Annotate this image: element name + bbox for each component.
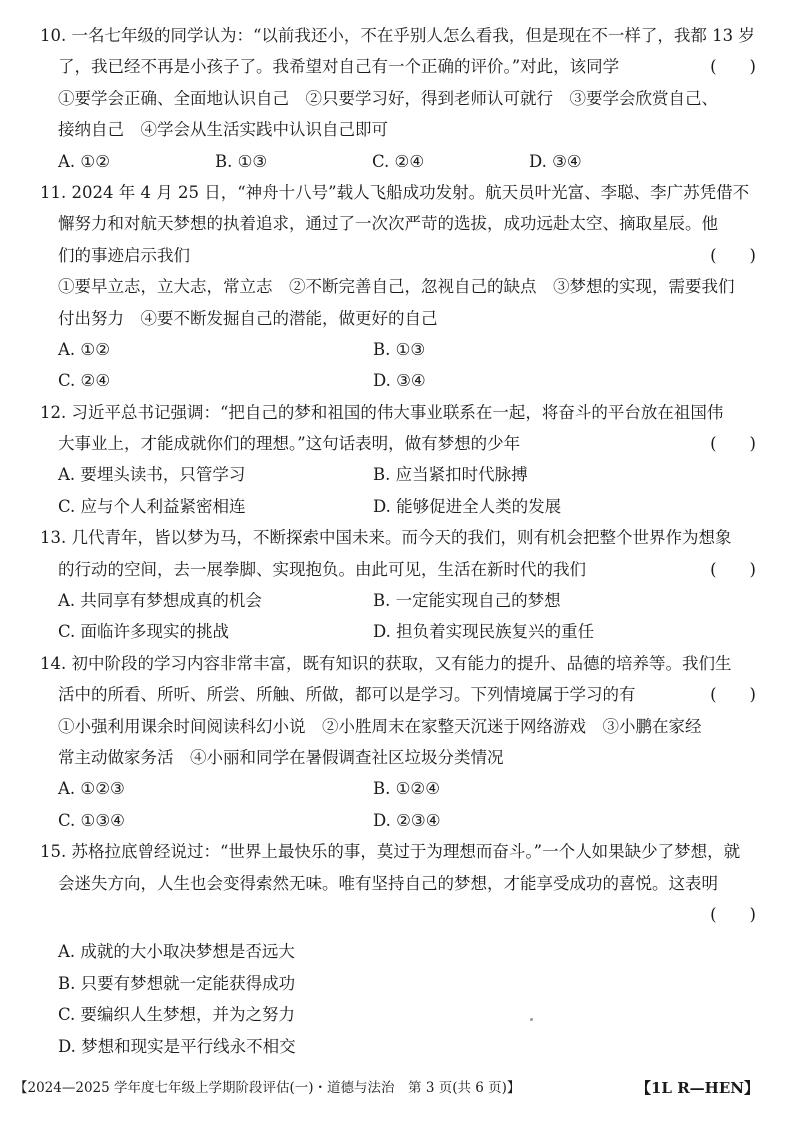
question-13-stem-line-2 [40, 554, 756, 585]
option-b: B. 一定能实现自己的梦想 [373, 591, 561, 611]
question-13-options-row-1 [40, 585, 756, 616]
question-10-options [40, 146, 756, 177]
option-c: C. ②④ [58, 371, 111, 391]
question-14-statements-line-2: 常主动做家务活 ④小丽和同学在暑假调查社区垃圾分类情况 [58, 747, 504, 767]
question-15 [40, 836, 756, 1062]
question-10-stem-line-2 [40, 51, 756, 82]
question-11-stem-line-3 [40, 240, 756, 271]
option-d: D. 能够促进全人类的发展 [373, 496, 562, 516]
answer-paren: ( ) [710, 434, 756, 454]
question-14-stem-line-1: 14. 初中阶段的学习内容非常丰富，既有知识的获取，又有能力的提升、品德的培养等。我们生 [40, 653, 732, 673]
option-a: A. ①②③ [58, 779, 125, 799]
option-b: B. ①③ [373, 339, 426, 359]
option-a: A. 成就的大小取决梦想是否远大 [58, 942, 295, 962]
option-c: C. 面临许多现实的挑战 [58, 622, 230, 642]
option-b: B. 只要有梦想就一定能获得成功 [58, 973, 296, 993]
answer-paren: ( ) [710, 685, 756, 705]
question-10-statements-line-2: 接纳自己 ④学会从生活实践中认识自己即可 [58, 120, 388, 140]
question-12 [40, 397, 756, 523]
exam-page [40, 20, 756, 1062]
stem-text: 了，我已经不再是小孩子了。我希望对自己有一个正确的评价。”对此，该同学 [58, 57, 620, 77]
option-c: C. 要编织人生梦想，并为之努力 [58, 1005, 296, 1025]
answer-paren: ( ) [710, 245, 756, 265]
option-d: D. ③④ [373, 371, 426, 391]
question-14-options-row-1 [40, 773, 756, 804]
question-11-statements-line-2: 付出努力 ④要不断发掘自己的潜能，做更好的自己 [58, 308, 438, 328]
scan-speck [530, 1018, 533, 1021]
footer-code: 【1L R—HEN】 [636, 1079, 759, 1097]
stem-text: 们的事迹启示我们 [58, 245, 190, 265]
question-11-statements-line-1: ①要早立志，立大志，常立志 ②不断完善自己，忽视自己的缺点 ③梦想的实现，需要我们 [58, 277, 735, 297]
question-15-paren-line [40, 899, 756, 930]
option-d: D. 梦想和现实是平行线永不相交 [58, 1036, 296, 1056]
question-10-stem-line-1: 10. 一名七年级的同学认为：“以前我还小，不在乎别人怎么看我，但是现在不一样了，我都 13 岁 [40, 26, 755, 45]
question-14-statements-line-1: ①小强利用课余时间阅读科幻小说 ②小胜周末在家整天沉迷于网络游戏 ③小鹏在家经 [58, 716, 702, 736]
option-d: D. ②③④ [373, 810, 441, 830]
question-12-options-row-1 [40, 459, 756, 490]
question-12-options-row-2 [40, 491, 756, 522]
question-15-stem-line-1: 15. 苏格拉底曾经说过：“世界上最快乐的事，莫过于为理想而奋斗。”一个人如果缺少了梦想，就 [40, 842, 741, 862]
option-c: C. ①③④ [58, 810, 125, 830]
question-13 [40, 522, 756, 648]
question-11-options-row-2 [40, 365, 756, 396]
option-b: B. ①③ [215, 151, 268, 171]
stem-text: 的行动的空间，去一展拳脚、实现抱负。由此可见，生活在新时代的我们 [58, 559, 586, 579]
option-c: C. ②④ [372, 151, 425, 171]
question-11-stem-line-2: 懈努力和对航天梦想的执着追求，通过了一次次严苛的选拔，成功远赴太空、摘取星辰。他 [58, 214, 718, 234]
footer-exam-info: 【2024—2025 学年度七年级上学期阶段评估(一)・道德与法治 第 3 页(共 6 页)】 [14, 1080, 521, 1096]
question-15-stem-line-2: 会迷失方向，人生也会变得索然无味。唯有坚持自己的梦想，才能享受成功的喜悦。这表明 [58, 873, 718, 893]
question-10 [40, 20, 756, 177]
option-a: A. ①② [58, 339, 110, 359]
question-11 [40, 177, 756, 397]
option-d: D. 担负着实现民族复兴的重任 [373, 622, 595, 642]
option-a: A. ①② [58, 151, 110, 171]
option-d: D. ③④ [529, 151, 582, 171]
question-10-statements-line-1: ①要学会正确、全面地认识自己 ②只要学习好，得到老师认可就行 ③要学会欣赏自己、 [58, 88, 718, 108]
question-13-options-row-2 [40, 616, 756, 647]
answer-paren: ( ) [710, 904, 756, 924]
option-c: C. 应与个人利益紧密相连 [58, 496, 246, 516]
option-b: B. ①②④ [373, 779, 440, 799]
question-14-options-row-2 [40, 805, 756, 836]
question-11-options-row-1 [40, 334, 756, 365]
answer-paren: ( ) [710, 57, 756, 77]
question-12-stem-line-1: 12. 习近平总书记强调：“把自己的梦和祖国的伟大事业联系在一起，将奋斗的平台放在祖国伟 [40, 402, 724, 422]
option-a: A. 共同享有梦想成真的机会 [58, 591, 262, 611]
stem-text: 活中的所看、所听、所尝、所触、所做，都可以是学习。下列情境属于学习的有 [58, 685, 636, 705]
option-b: B. 应当紧扣时代脉搏 [373, 465, 528, 485]
page-footer [14, 1075, 759, 1101]
question-13-stem-line-1: 13. 几代青年，皆以梦为马，不断探索中国未来。而今天的我们，则有机会把整个世界作为想象 [40, 528, 732, 548]
question-11-stem-line-1: 11. 2024 年 4 月 25 日，“神舟十八号”载人飞船成功发射。航天员叶光富、李聪、李广苏凭借不 [40, 182, 750, 202]
answer-paren: ( ) [710, 559, 756, 579]
question-14 [40, 648, 756, 836]
stem-text: 大事业上，才能成就你们的理想。”这句话表明，做有梦想的少年 [58, 434, 521, 454]
question-14-stem-line-2 [40, 679, 756, 710]
option-a: A. 要埋头读书，只管学习 [58, 465, 246, 485]
question-12-stem-line-2 [40, 428, 756, 459]
